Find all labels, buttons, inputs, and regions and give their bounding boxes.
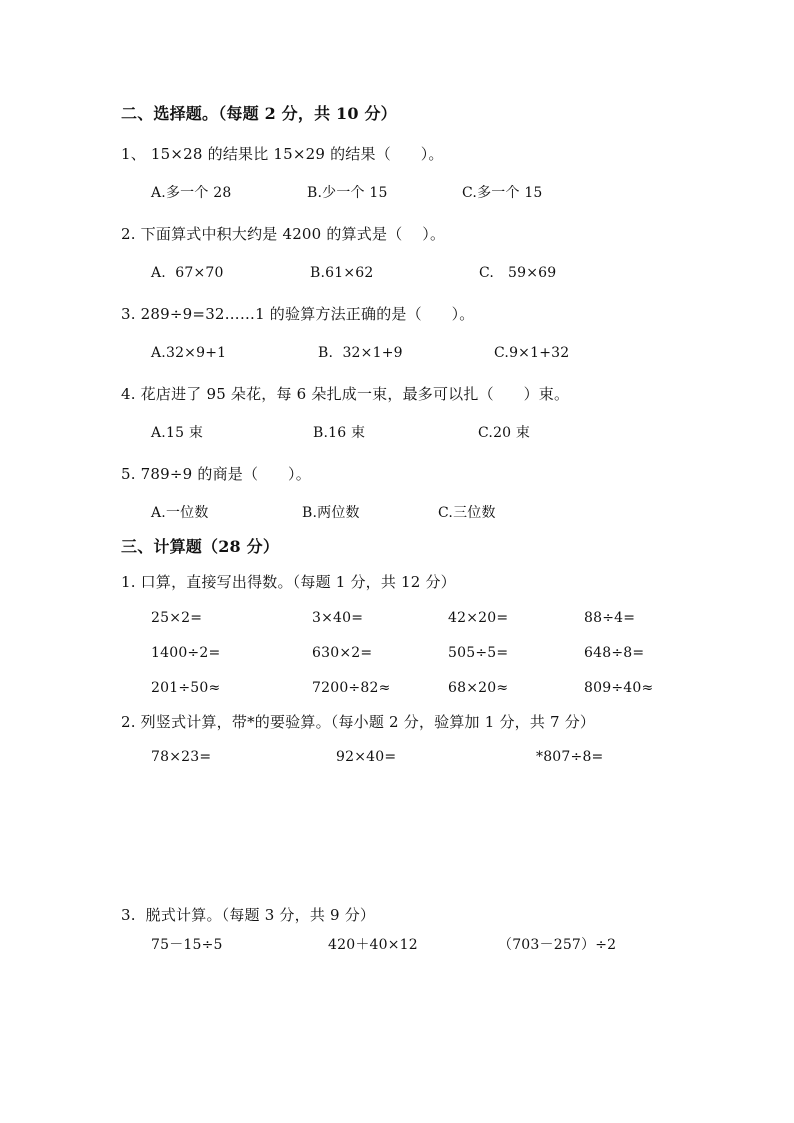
stepwise-calc-item: 75－15÷5: [151, 937, 223, 953]
question-3-option-a: A.32×9+1: [151, 345, 227, 361]
question-4-text: 4. 花店进了 95 朵花，每 6 朵扎成一束，最多可以扎（ ）束。: [121, 385, 570, 403]
oral-calc-item: 3×40=: [312, 610, 364, 626]
question-2-option-b: B.61×62: [310, 265, 374, 281]
section-3-title: 三、计算题（28 分）: [121, 537, 280, 556]
question-3-text: 3. 289÷9=32……1 的验算方法正确的是（ ）。: [121, 305, 475, 323]
vertical-calc-item: *807÷8=: [536, 749, 604, 765]
question-1-option-c: C.多一个 15: [462, 185, 543, 201]
oral-calc-item: 648÷8=: [584, 645, 645, 661]
oral-calc-item: 88÷4=: [584, 610, 636, 626]
stepwise-calc-item: （703－257）÷2: [498, 937, 617, 953]
question-2-option-a: A. 67×70: [151, 265, 224, 281]
oral-calc-heading: 1. 口算，直接写出得数。（每题 1 分，共 12 分）: [121, 573, 456, 591]
question-2-option-c: C. 59×69: [479, 265, 557, 281]
oral-calc-item: 630×2=: [312, 645, 373, 661]
oral-calc-item: 42×20=: [448, 610, 509, 626]
oral-calc-item: 7200÷82≈: [312, 680, 391, 696]
question-1-option-b: B.少一个 15: [307, 185, 388, 201]
question-1-text: 1、 15×28 的结果比 15×29 的结果（ ）。: [121, 145, 444, 163]
oral-calc-item: 25×2=: [151, 610, 203, 626]
oral-calc-item: 505÷5=: [448, 645, 509, 661]
vertical-calc-heading: 2. 列竖式计算，带*的要验算。（每小题 2 分，验算加 1 分，共 7 分）: [121, 713, 596, 731]
question-5-option-a: A.一位数: [151, 505, 209, 521]
question-1-option-a: A.多一个 28: [151, 185, 232, 201]
oral-calc-item: 68×20≈: [448, 680, 509, 696]
stepwise-calc-heading: 3. 脱式计算。（每题 3 分，共 9 分）: [121, 906, 376, 924]
oral-calc-item: 809÷40≈: [584, 680, 654, 696]
question-3-option-c: C.9×1+32: [494, 345, 570, 361]
vertical-calc-item: 92×40=: [336, 749, 397, 765]
question-2-text: 2. 下面算式中积大约是 4200 的算式是（ ）。: [121, 225, 446, 243]
question-4-option-a: A.15 束: [151, 425, 204, 441]
oral-calc-item: 201÷50≈: [151, 680, 221, 696]
question-5-option-b: B.两位数: [302, 505, 360, 521]
vertical-calc-item: 78×23=: [151, 749, 212, 765]
stepwise-calc-item: 420＋40×12: [328, 937, 418, 953]
section-2-title: 二、选择题。（每题 2 分，共 10 分）: [121, 104, 397, 123]
question-5-option-c: C.三位数: [438, 505, 496, 521]
question-4-option-c: C.20 束: [478, 425, 531, 441]
question-4-option-b: B.16 束: [313, 425, 366, 441]
question-3-option-b: B. 32×1+9: [318, 345, 403, 361]
question-5-text: 5. 789÷9 的商是（ ）。: [121, 465, 311, 483]
oral-calc-item: 1400÷2=: [151, 645, 221, 661]
